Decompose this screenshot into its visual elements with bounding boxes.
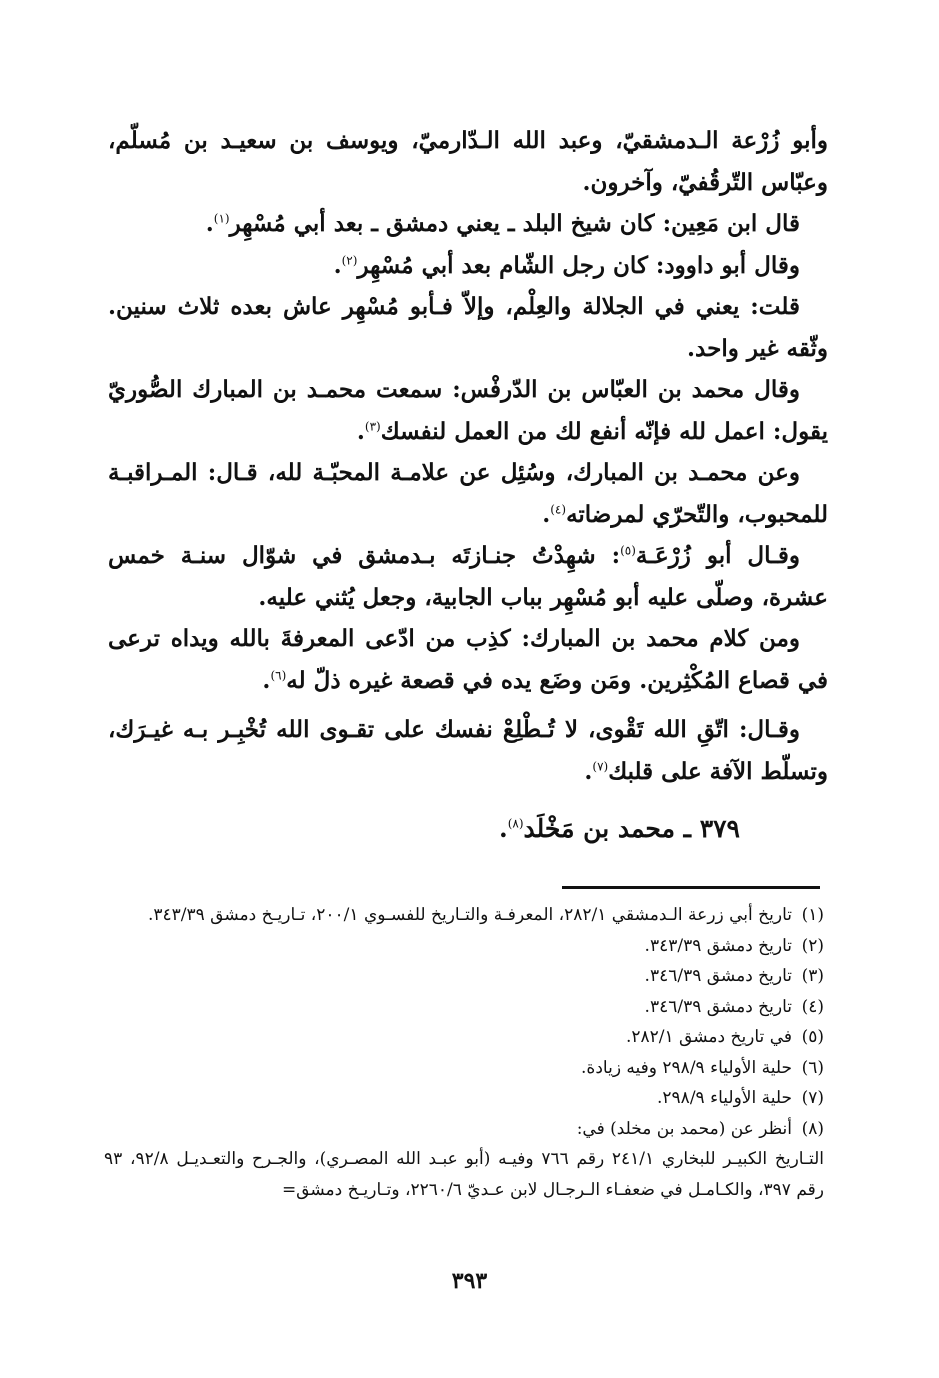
- footnote-text: تاريخ دمشق ٣٤٦/٣٩.: [644, 996, 792, 1017]
- footnote-text: تاريخ أبي زرعة الـدمشقي ٢٨٢/١، المعرفـة والتـاريخ للفسـوي ٢٠٠/١، تـاريـخ دمشق ٣٤٣/٣٩.: [147, 905, 792, 925]
- paragraph-sayings: ومن كلام محمد بن المبارك: كذِب من ادّعى المعرفةَ بالله ويداه ترعى في قصاع المُكْثِرين. ومَن وضَع يده في قصعة غيره ذلّ له$^{(٦)}$.: [108, 625, 828, 694]
- paragraph-funeral: وقـال أبو زُرْعَـة$^{(٥)}$: شهِدْتُ جنـازتَه بـدمشق في شوّال سنـة خمس عشرة، وصلّى عليه أبو مُسْهِر بباب الجابية، وجعل يُثني عليه.: [108, 542, 828, 611]
- footnote-number: (٢): [801, 935, 824, 956]
- footnote-ref[interactable]: (٦): [270, 667, 287, 682]
- footnote-number: (٥): [801, 1027, 824, 1047]
- main-text: [108, 120, 828, 850]
- footnote-number: (٨): [801, 1118, 824, 1139]
- footnote-text: تاريخ دمشق ٣٤٣/٣٩.: [644, 935, 792, 956]
- footnote-ref[interactable]: (٨): [507, 816, 524, 831]
- footnotes: [104, 900, 824, 1205]
- entry-heading: ٣٧٩ ـ محمد بن مَخْلَد$^{(٨)}$.: [498, 814, 740, 843]
- footnote-ref[interactable]: (١): [213, 211, 230, 226]
- page-number: ٣٩٣: [451, 1268, 488, 1294]
- footnote-7: [104, 1083, 824, 1114]
- footnote-5: [104, 1022, 824, 1053]
- footnote-continuation: التـاريخ الكبيـر للبخاري ٢٤١/١ رقم ٧٦٦ وفيـه (أبو عبـد الله المصـري)، والجـرح والتعـديـل ٩٢/٨، ٩٣ رقم ٣٩٧، والكـامـل في ضعفـاء الـرجـال لابن عـديّ ٢٢٦٠/٦، وتـاريـخ دمشق=: [104, 1149, 824, 1200]
- footnote-text: تاريخ دمشق ٣٤٦/٣٩.: [644, 966, 792, 986]
- paragraph-ibn-main: قال ابن مَعِين: كان شيخ البلد ـ يعني دمشق ـ بعد أبي مُسْهِر$^{(١)}$.: [205, 210, 800, 237]
- footnote-text: في تاريخ دمشق ٢٨٢/١.: [625, 1027, 792, 1047]
- paragraph-abu-dawud: وقال أبو داوود: كان رجل الشّام بعد أبي مُسْهِر$^{(٢)}$.: [333, 251, 800, 279]
- footnote-text: أنظر عن (محمد بن مخلد) في:: [576, 1118, 792, 1139]
- footnote-6: [104, 1053, 824, 1084]
- footnote-number: (٤): [801, 996, 824, 1017]
- footnote-number: (٦): [801, 1057, 824, 1078]
- footnote-ref[interactable]: (٣): [364, 418, 381, 433]
- footnote-number: (٣): [801, 966, 824, 986]
- footnote-text: حلية الأولياء ٢٩٨/٩.: [657, 1088, 792, 1108]
- paragraph-author-comment: قلت: يعني في الجلالة والعِلْم، وإلاّ فـأبو مُسْهِر عاش بعده ثلاث سنين. وثّقه غير واحد.: [108, 293, 828, 362]
- footnote-divider: [562, 886, 820, 889]
- footnote-ref[interactable]: (٢): [341, 252, 358, 267]
- footnote-4: [104, 992, 824, 1023]
- paragraph-sawri-quote: وقال محمد بن العبّاس بن الدّرفْس: سمعت محمـد بن المبارك الصُّوريّ يقول: اعمل لله فإنّه أنفع لك من العمل لنفسك$^{(٣)}$.: [108, 376, 828, 445]
- footnote-3: [104, 961, 824, 992]
- footnote-number: (٧): [801, 1088, 824, 1108]
- footnote-ref[interactable]: (٧): [592, 758, 609, 773]
- paragraph-taqwa: وقـال: اتّقِ الله تَقْوى، لا تُـطْلِعْ نفسك على تقـوى الله تُخْبِـر بـه غيـرَك، وتسلّط الآفة على قلبك$^{(٧)}$.: [108, 716, 828, 785]
- footnote-2: [104, 931, 824, 962]
- paragraph-students: وأبو زُرْعة الـدمشقيّ، وعبد الله الـدّارميّ، ويوسف بن سعيـد بن مُسلّم، وعبّاس التّرقُفيّ، وآخرون.: [108, 127, 828, 196]
- footnote-number: (١): [801, 905, 824, 925]
- footnote-ref[interactable]: (٤): [550, 501, 567, 516]
- footnote-8: [104, 1114, 824, 1145]
- paragraph-love-sign: وعن محمـد بن المبارك، وسُئِل عن علامـة المحبّـة لله، قـال: المـراقبـة للمحبوب، والتّحرّي لمرضاته$^{(٤)}$.: [108, 459, 828, 528]
- footnote-text: حلية الأولياء ٢٩٨/٩ وفيه زيادة.: [581, 1057, 792, 1078]
- footnote-1: [104, 900, 824, 931]
- footnote-ref[interactable]: (٥): [620, 543, 636, 558]
